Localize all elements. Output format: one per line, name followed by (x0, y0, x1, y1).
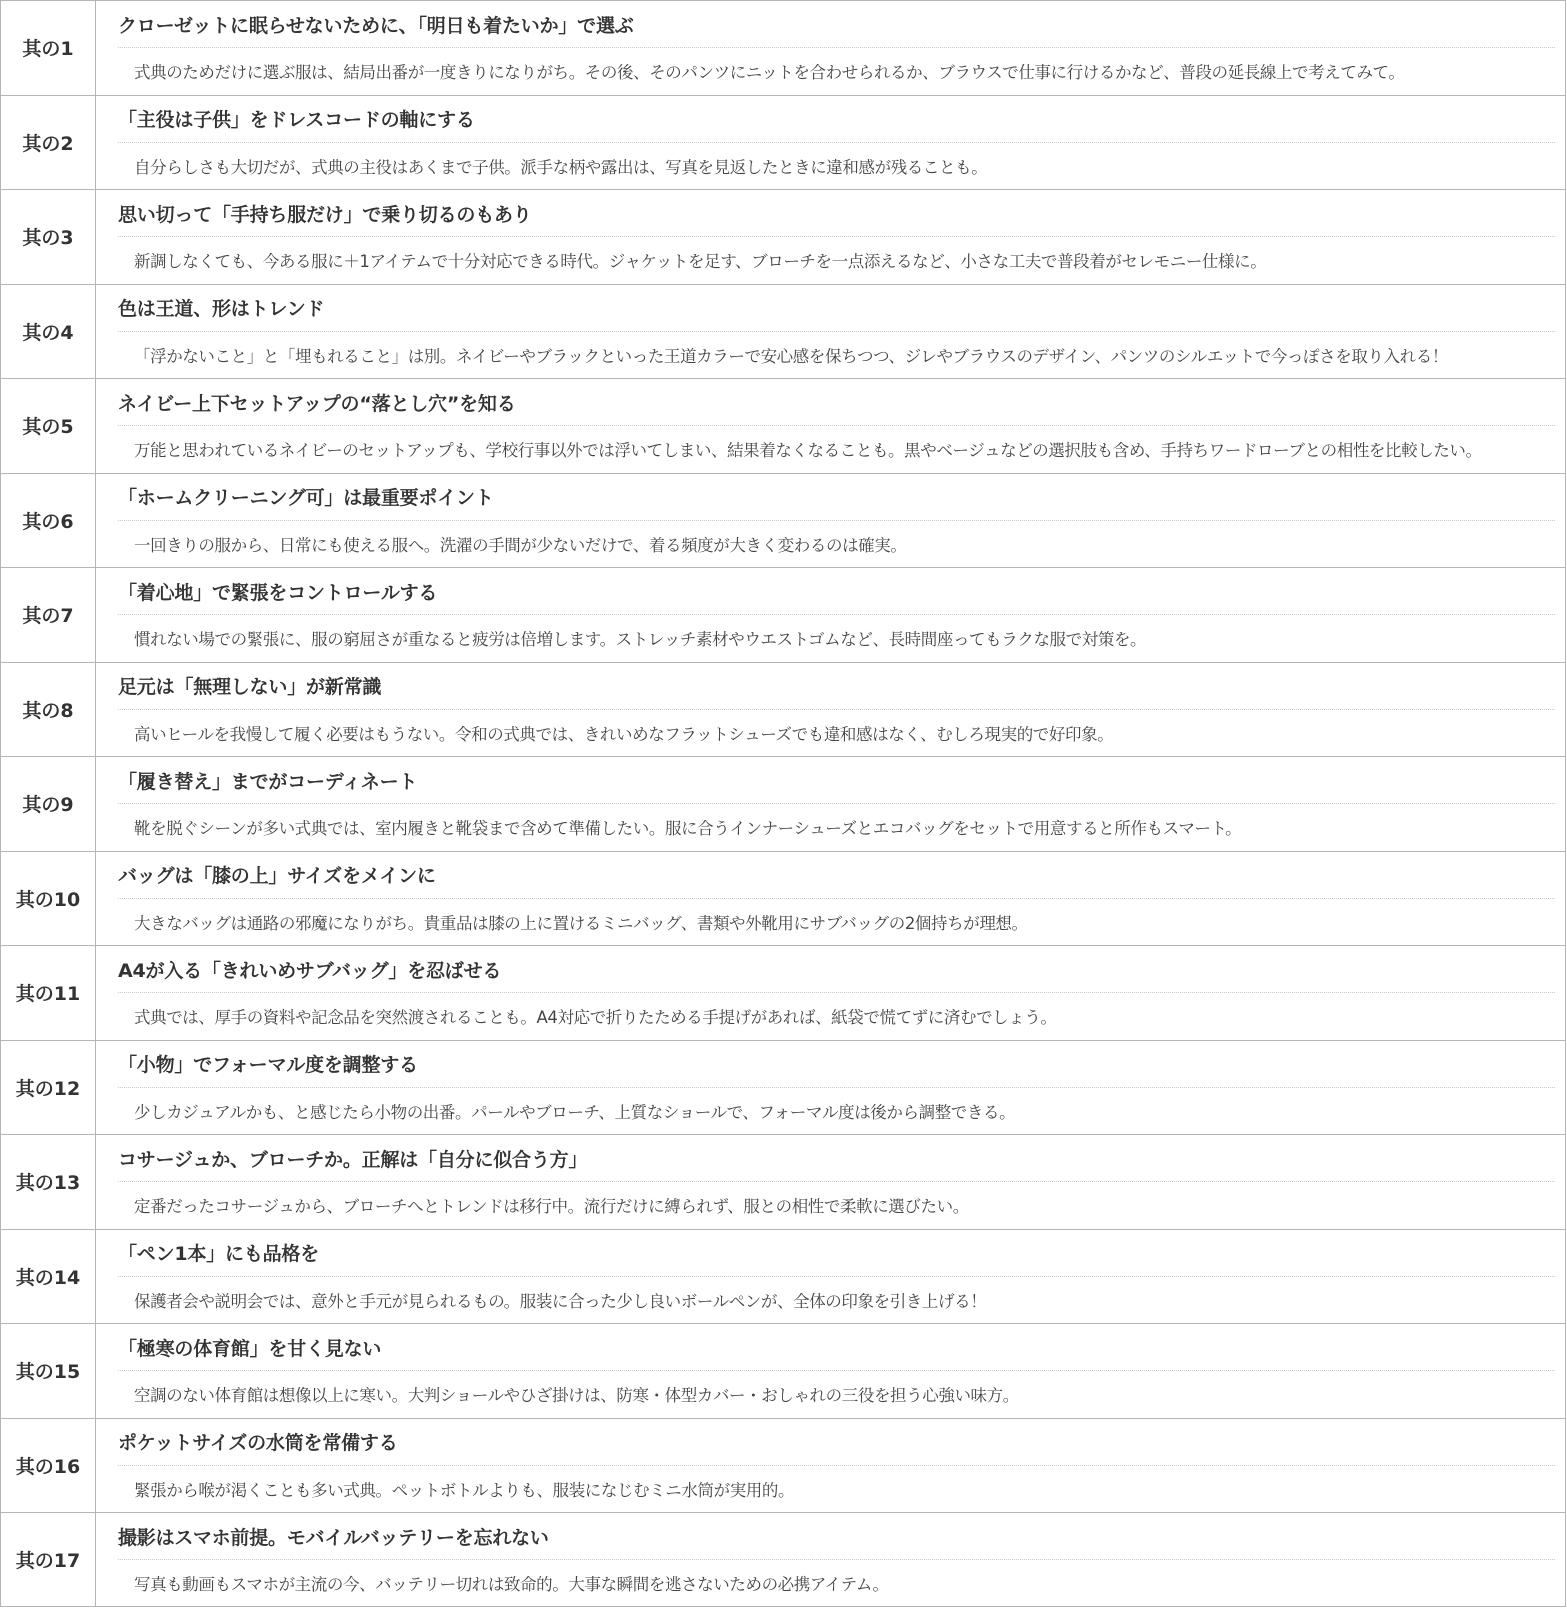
tip-description: 定番だったコサージュから、ブローチへとトレンドは移行中。流行だけに縛られず、服との相性で柔軟に選びたい。 (134, 1197, 969, 1217)
tip-description: 式典のためだけに選ぶ服は、結局出番が一度きりになりがち。その後、そのパンツにニットを合わせられるか、ブラウスで仕事に行けるかなど、普段の延長線上で考えてみて。 (134, 63, 1405, 83)
tip-title: 色は王道、形はトレンド (118, 285, 1555, 332)
tip-content (96, 1, 1566, 95)
tip-title: 「ペン1本」にも品格を (118, 1230, 1555, 1277)
tip-content (96, 757, 1566, 851)
tip-content (96, 1041, 1566, 1135)
tip-row (0, 189, 1566, 284)
tip-description: 緊張から喉が渇くことも多い式典。ペットボトルよりも、服装になじむミニ水筒が実用的。 (134, 1480, 795, 1500)
tip-row (0, 851, 1566, 946)
tip-number: 其の15 (0, 1324, 96, 1418)
tip-description: 慣れない場での緊張に、服の窮屈さが重なると疲労は倍増します。ストレッチ素材やウエストゴムなど、長時間座ってもラクな服で対策を。 (134, 630, 1147, 650)
tip-title: 「極寒の体育館」を甘く見ない (118, 1324, 1555, 1371)
tip-content (96, 946, 1566, 1040)
tip-number: 其の5 (0, 379, 96, 473)
tip-content (96, 663, 1566, 757)
tip-number: 其の6 (0, 474, 96, 568)
tip-content (96, 852, 1566, 946)
tip-description: 靴を脱ぐシーンが多い式典では、室内履きと靴袋まで含めて準備したい。服に合うインナーシューズとエコバッグをセットで用意すると所作もスマート。 (134, 819, 1242, 839)
tip-row (0, 662, 1566, 757)
tip-description: 新調しなくても、今ある服に＋1アイテムで十分対応できる時代。ジャケットを足す、ブローチを一点添えるなど、小さな工夫で普段着がセレモニー仕様に。 (134, 252, 1267, 272)
tip-number: 其の17 (0, 1513, 96, 1606)
tip-title: 「ホームクリーニング可」は最重要ポイント (118, 474, 1555, 521)
tip-row (0, 1512, 1566, 1607)
tip-number: 其の16 (0, 1419, 96, 1513)
tip-description: 一回きりの服から、日常にも使える服へ。洗濯の手間が少ないだけで、着る頻度が大きく変わるのは確実。 (134, 535, 907, 555)
tip-content (96, 568, 1566, 662)
tip-number: 其の9 (0, 757, 96, 851)
tip-content (96, 1230, 1566, 1324)
tip-title: ネイビー上下セットアップの“落とし穴”を知る (118, 379, 1555, 426)
tip-content (96, 190, 1566, 284)
tip-content (96, 1513, 1566, 1606)
tip-row (0, 567, 1566, 662)
tip-number: 其の8 (0, 663, 96, 757)
tip-number: 其の10 (0, 852, 96, 946)
tip-content (96, 1324, 1566, 1418)
tip-number: 其の4 (0, 285, 96, 379)
tip-content (96, 1419, 1566, 1513)
tip-title: ポケットサイズの水筒を常備する (118, 1419, 1555, 1466)
tip-row (0, 1229, 1566, 1324)
tip-number: 其の3 (0, 190, 96, 284)
tip-description: 高いヒールを我慢して履く必要はもうない。令和の式典では、きれいめなフラットシューズでも違和感はなく、むしろ現実的で好印象。 (134, 724, 1114, 744)
tip-number: 其の1 (0, 1, 96, 95)
tip-title: 撮影はスマホ前提。モバイルバッテリーを忘れない (118, 1513, 1555, 1560)
tip-title: 「小物」でフォーマル度を調整する (118, 1041, 1555, 1088)
tip-description: 少しカジュアルかも、と感じたら小物の出番。パールやブローチ、上質なショールで、フォーマル度は後から調整できる。 (134, 1102, 1016, 1122)
tip-row (0, 0, 1566, 95)
tip-title: A4が入る「きれいめサブバッグ」を忍ばせる (118, 946, 1555, 993)
tip-number: 其の2 (0, 96, 96, 190)
tip-title: 「着心地」で緊張をコントロールする (118, 568, 1555, 615)
tip-description: 空調のない体育館は想像以上に寒い。大判ショールやひざ掛けは、防寒・体型カバー・おしゃれの三役を担う心強い味方。 (134, 1386, 1019, 1406)
tip-description: 「浮かないこと」と「埋もれること」は別。ネイビーやブラックといった王道カラーで安心感を保ちつつ、ジレやブラウスのデザイン、パンツのシルエットで今っぽさを取り入れる！ (134, 346, 1448, 366)
tip-number: 其の11 (0, 946, 96, 1040)
tip-title: コサージュか、ブローチか。正解は「自分に似合う方」 (118, 1135, 1555, 1182)
tip-row (0, 378, 1566, 473)
tip-content (96, 285, 1566, 379)
tip-content (96, 1135, 1566, 1229)
tip-row (0, 1134, 1566, 1229)
tip-row (0, 1040, 1566, 1135)
tip-content (96, 96, 1566, 190)
tip-description: 万能と思われているネイビーのセットアップも、学校行事以外では浮いてしまい、結果着なくなることも。黒やベージュなどの選択肢も含め、手持ちワードローブとの相性を比較したい。 (134, 441, 1482, 461)
tip-title: クローゼットに眠らせないために、「明日も着たいか」で選ぶ (118, 1, 1555, 48)
tip-description: 保護者会や説明会では、意外と手元が見られるもの。服装に合った少し良いボールペンが、全体の印象を引き上げる！ (134, 1291, 987, 1311)
tip-title: 「主役は子供」をドレスコードの軸にする (118, 96, 1555, 143)
tip-title: バッグは「膝の上」サイズをメインに (118, 852, 1555, 899)
tip-description: 自分らしさも大切だが、式典の主役はあくまで子供。派手な柄や露出は、写真を見返したときに違和感が残ることも。 (134, 157, 988, 177)
tip-number: 其の14 (0, 1230, 96, 1324)
tip-row (0, 284, 1566, 379)
tip-row (0, 756, 1566, 851)
tip-number: 其の7 (0, 568, 96, 662)
tip-number: 其の13 (0, 1135, 96, 1229)
tip-row (0, 473, 1566, 568)
tip-row (0, 1323, 1566, 1418)
tip-title: 「履き替え」までがコーディネート (118, 757, 1555, 804)
tip-content (96, 379, 1566, 473)
tip-description: 式典では、厚手の資料や記念品を突然渡されることも。A4対応で折りたためる手提げがあれば、紙袋で慌てずに済むでしょう。 (134, 1008, 1057, 1028)
tip-description: 写真も動画もスマホが主流の今、バッテリー切れは致命的。大事な瞬間を逃さないための必携アイテム。 (134, 1574, 889, 1594)
tip-row (0, 945, 1566, 1040)
tip-title: 思い切って「手持ち服だけ」で乗り切るのもあり (118, 190, 1555, 237)
tip-description: 大きなバッグは通路の邪魔になりがち。貴重品は膝の上に置けるミニバッグ、書類や外靴用にサブバッグの2個持ちが理想。 (134, 913, 1028, 933)
tip-content (96, 474, 1566, 568)
tip-number: 其の12 (0, 1041, 96, 1135)
tip-row (0, 95, 1566, 190)
tip-row (0, 1418, 1566, 1513)
tip-title: 足元は「無理しない」が新常識 (118, 663, 1555, 710)
